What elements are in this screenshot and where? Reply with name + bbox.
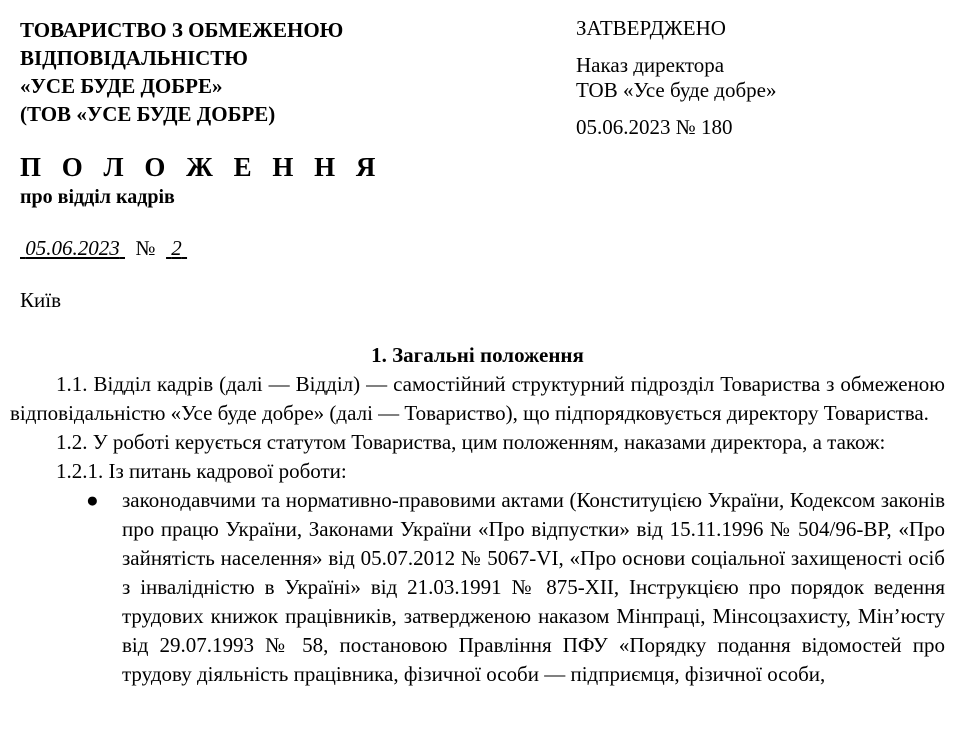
paragraph-1-2-1: 1.2.1. Із питань кадрової роботи: <box>56 459 347 483</box>
org-line-2: ВІДПОВІДАЛЬНІСТЮ <box>20 46 248 70</box>
approval-date-number: 05.06.2023 № 180 <box>576 115 733 139</box>
document-date: 05.06.2023 <box>25 236 120 260</box>
bullet-icon: ● <box>86 488 99 512</box>
org-line-3: «УСЕ БУДЕ ДОБРЕ» <box>20 74 223 98</box>
approval-stamp: ЗАТВЕРДЖЕНО <box>576 16 726 40</box>
list-item <box>86 486 945 689</box>
organization-name <box>20 16 343 128</box>
number-sign: № <box>135 236 156 260</box>
document-date-number <box>20 236 187 261</box>
bullet-text: законодавчими та нормативно-правовими актами (Конституцією України, Кодексом законів про працю України, Законами України «Про відпустки» від 15.11.1996 № 504/96-ВР, «Про зайнятість населення» від 05.07.2012 № 5067-VI, «Про основи соціальної захищеності осіб з інвалідністю в Україні» від 21.03.1991 № 875-XII, Інструкцією про порядок ведення трудових книжок працівників, затвердженою наказом Мінпраці, Мінсоцзахисту, Мін’юсту від 29.07.1993 № 58, постановою Правління ПФУ «Порядку подання відомостей про трудову діяльність працівника, фізичної особи — підприємця, фізичної особи, <box>122 488 945 686</box>
section-title: 1. Загальні положення <box>371 343 584 367</box>
paragraph-1-2: 1.2. У роботі керується статутом Товариства, цим положенням, наказами директора, а також: <box>56 430 886 454</box>
paragraph-1-1: 1.1. Відділ кадрів (далі — Відділ) — самостійний структурний підрозділ Товариства з обмеженою відповідальністю «Усе буде добре» (далі — Товариство), що підпорядковується директору Товариства. <box>10 372 945 425</box>
approval-block <box>576 16 776 140</box>
document-city: Київ <box>20 288 61 312</box>
document-number: 2 <box>171 236 182 260</box>
approval-line-1: Наказ директора <box>576 53 725 77</box>
document-title: П О Л О Ж Е Н Н Я <box>20 152 383 182</box>
bullet-list <box>10 486 945 689</box>
approval-line-2: ТОВ «Усе буде добре» <box>576 78 777 102</box>
org-line-4: (ТОВ «УСЕ БУДЕ ДОБРЕ) <box>20 102 276 126</box>
document-body <box>10 341 945 689</box>
document-subtitle: про відділ кадрів <box>20 186 175 208</box>
org-line-1: ТОВАРИСТВО З ОБМЕЖЕНОЮ <box>20 18 344 42</box>
